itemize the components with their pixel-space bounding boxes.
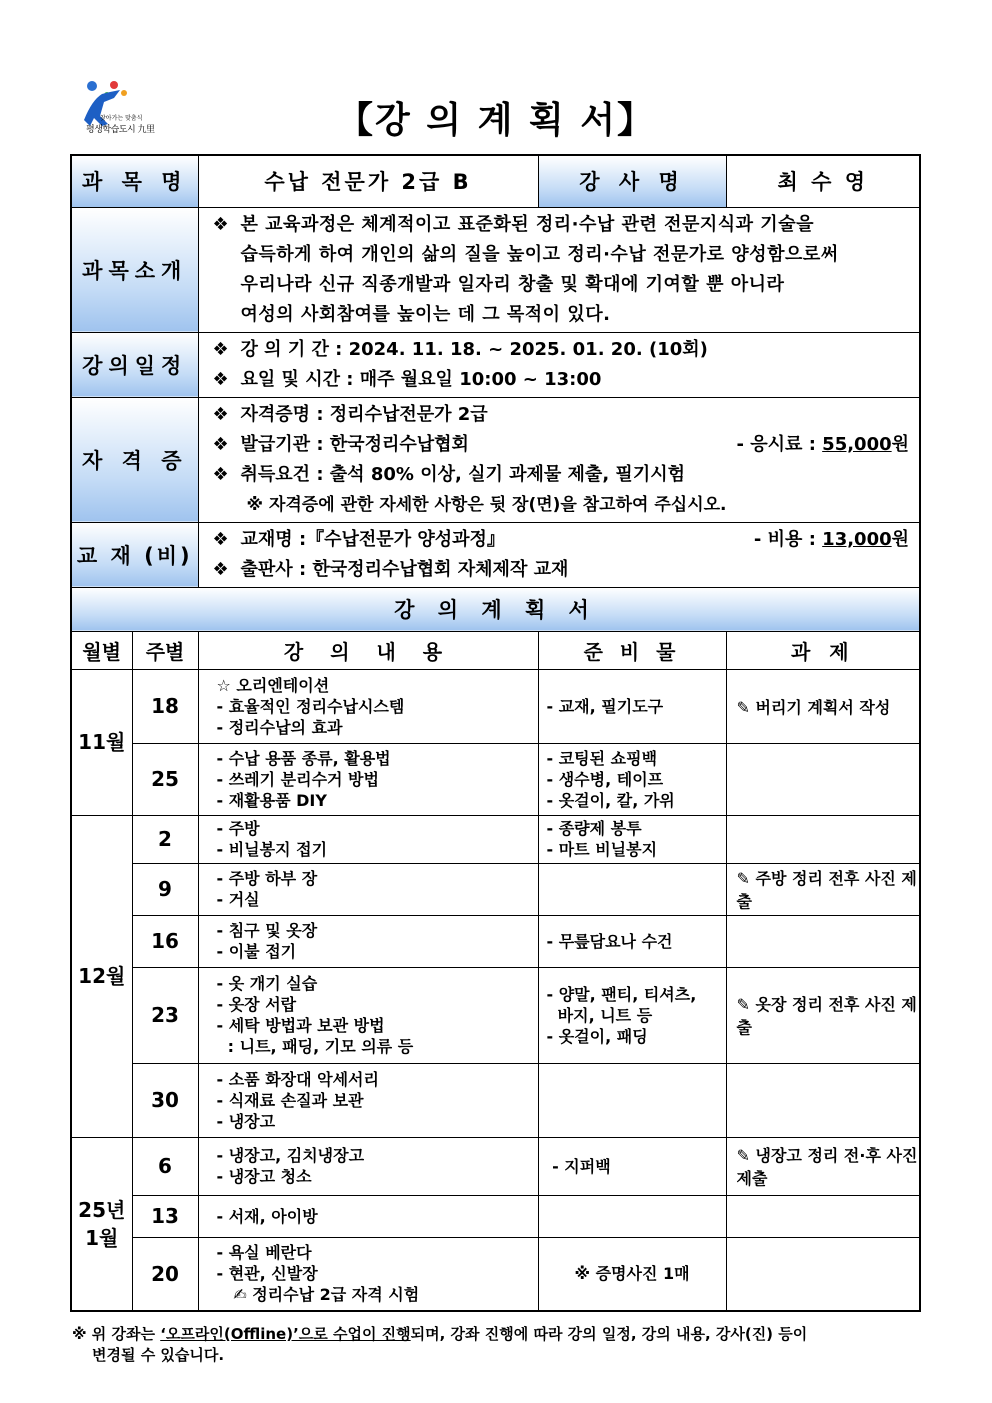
content-line: - 침구 및 옷장 (216, 921, 318, 940)
content-line: : 니트, 패딩, 기모 의류 등 (216, 1037, 414, 1056)
supplies-cell (538, 1063, 726, 1137)
bullet-icon: ❖ (212, 338, 229, 360)
task-cell: ✎ 옷장 정리 전후 사진 제출 (726, 967, 920, 1063)
content-line: - 주방 하부 장 (216, 869, 318, 888)
week-cell: 9 (132, 863, 198, 915)
week-cell: 30 (132, 1063, 198, 1137)
content-line: - 욕실 베란다 (216, 1243, 312, 1263)
content-cell (198, 1063, 538, 1137)
week-cell: 23 (132, 967, 198, 1063)
book-cost (754, 525, 909, 555)
cert-name: 자격증명 : 정리수납전문가 2급 (240, 403, 488, 425)
cert-fee-unit: 원 (891, 433, 910, 455)
schedule-text (198, 332, 920, 397)
col-task: 과 제 (726, 631, 920, 669)
supply-line: - 양말, 팬티, 티셔츠, (546, 984, 697, 1004)
bullet-icon: ❖ (212, 403, 229, 425)
content-cell (198, 669, 538, 743)
content-line: - 거실 (216, 890, 260, 909)
supply-line: ※ 증명사진 1매 (574, 1264, 690, 1284)
book-cost-unit: 원 (891, 528, 910, 550)
task-cell (726, 915, 920, 967)
supplies-cell (538, 743, 726, 815)
subject-value: 수납 전문가 2급 B (198, 155, 538, 207)
supply-line: - 종량제 봉투 (546, 819, 642, 838)
task-cell: ✎ 주방 정리 전후 사진 제출 (726, 863, 920, 915)
bullet-icon: ❖ (212, 213, 230, 235)
content-line: - 세탁 방법과 보관 방법 (216, 1016, 385, 1035)
logo-name: 평생학습도시 九里 (86, 125, 155, 135)
instructor-value: 최 수 영 (726, 155, 920, 207)
week-cell: 20 (132, 1237, 198, 1311)
supply-line: - 생수병, 테이프 (546, 769, 664, 789)
content-line: - 식재료 손질과 보관 (216, 1090, 364, 1110)
bullet-icon: ❖ (212, 368, 229, 390)
intro-line: 여성의 사회참여를 높이는 데 그 목적이 있다. (240, 303, 611, 325)
content-cell (198, 743, 538, 815)
table-row (71, 967, 920, 1063)
month-cell: 11월 (71, 669, 132, 815)
cert-requirement: 취득요건 : 출석 80% 이상, 실기 과제물 제출, 필기시험 (240, 463, 685, 485)
month-cell: 12월 (71, 815, 132, 1137)
task-cell (726, 1237, 920, 1311)
cert-label: 자 격 증 (71, 397, 198, 522)
supplies-cell (538, 863, 726, 915)
content-line: - 쓰레기 분리수거 방법 (216, 769, 379, 789)
lecture-plan-table (70, 154, 921, 1312)
content-line: - 효율적인 정리수납시스템 (216, 696, 405, 716)
intro-label: 과목소개 (71, 207, 198, 332)
book-label: 교 재 (비) (71, 522, 198, 587)
book-cost-value: 13,000 (822, 528, 892, 550)
content-line: - 이불 접기 (216, 942, 297, 961)
table-row (71, 1195, 920, 1237)
book-name: 교재명 :『수납전문가 양성과정』 (240, 528, 505, 550)
footer-suffix: 되며, 강좌 진행에 따라 강의 일정, 강의 내용, 강사(진) 등이 (410, 1325, 808, 1343)
task-cell (726, 815, 920, 863)
content-line: - 냉장고 청소 (216, 1167, 312, 1186)
supplies-cell (538, 815, 726, 863)
task-cell (726, 1195, 920, 1237)
content-line: ☆ 오리엔테이션 (216, 675, 330, 695)
content-line: - 주방 (216, 819, 260, 838)
cert-fee (737, 430, 910, 460)
plan-body (71, 669, 920, 1311)
footer-note (72, 1324, 918, 1366)
footer-line2: 변경될 수 있습니다. (92, 1346, 225, 1364)
week-cell: 18 (132, 669, 198, 743)
schedule-label: 강의일정 (71, 332, 198, 397)
col-month: 월별 (71, 631, 132, 669)
supplies-cell (538, 1137, 726, 1195)
table-row (71, 1237, 920, 1311)
content-line: - 수납 용품 종류, 활용법 (216, 748, 391, 768)
supply-line: 바지, 니트 등 (546, 1005, 653, 1025)
cert-fee-label: - 응시료 : (736, 433, 823, 455)
cert-text (198, 397, 920, 522)
book-cost-label: - 비용 : (753, 528, 823, 550)
supply-line: - 코팅된 쇼핑백 (546, 748, 658, 768)
cert-note: ※ 자격증에 관한 자세한 사항은 뒷 장(면)을 참고하여 주십시오. (246, 494, 727, 515)
col-supplies: 준 비 물 (538, 631, 726, 669)
footer-underlined: ‘오프라인(Offline)’으로 수업이 진행 (160, 1325, 411, 1343)
supply-line: - 마트 비닐봉지 (546, 840, 658, 859)
table-row (71, 1137, 920, 1195)
table-row (71, 743, 920, 815)
week-cell: 16 (132, 915, 198, 967)
supply-line: - 옷걸이, 패딩 (546, 1026, 648, 1046)
book-text (198, 522, 920, 587)
content-line: - 옷 개기 실습 (216, 974, 318, 993)
week-cell: 6 (132, 1137, 198, 1195)
plan-title: 강 의 계 획 서 (71, 587, 920, 631)
bullet-icon: ❖ (212, 463, 229, 485)
instructor-label: 강 사 명 (538, 155, 726, 207)
content-cell (198, 1195, 538, 1237)
bullet-icon: ❖ (212, 528, 229, 550)
task-cell: ✎ 버리기 계획서 작성 (726, 669, 920, 743)
intro-line: 습득하게 하여 개인의 삶의 질을 높이고 정리·수납 전문가로 양성함으로써 (240, 243, 839, 265)
bullet-icon: ❖ (212, 433, 229, 455)
supplies-cell (538, 669, 726, 743)
supply-line: - 옷걸이, 칼, 가위 (546, 790, 675, 810)
content-line: - 현관, 신발장 (216, 1264, 318, 1284)
task-cell (726, 743, 920, 815)
table-row (71, 669, 920, 743)
supply-line: - 무릎담요나 수건 (546, 931, 673, 951)
subject-label: 과 목 명 (71, 155, 198, 207)
content-line: ✍ 정리수납 2급 자격 시험 (216, 1285, 420, 1305)
content-line: - 재활용품 DIY (216, 790, 327, 810)
logo-slogan: 찾아가는 맞춤식 (100, 115, 143, 122)
task-cell: ✎ 냉장고 정리 전·후 사진 제출 (726, 1137, 920, 1195)
content-line: - 정리수납의 효과 (216, 717, 343, 737)
supplies-cell (538, 967, 726, 1063)
content-cell (198, 967, 538, 1063)
task-cell (726, 1063, 920, 1137)
week-cell: 2 (132, 815, 198, 863)
supplies-cell (538, 1195, 726, 1237)
content-cell (198, 1137, 538, 1195)
intro-line: 우리나라 신규 직종개발과 일자리 창출 및 확대에 기여할 뿐 아니라 (240, 273, 785, 295)
table-row (71, 815, 920, 863)
content-line: - 서재, 아이방 (216, 1206, 318, 1226)
col-week: 주별 (132, 631, 198, 669)
week-cell: 25 (132, 743, 198, 815)
col-content: 강 의 내 용 (198, 631, 538, 669)
content-line: - 옷장 서랍 (216, 995, 297, 1014)
content-cell (198, 915, 538, 967)
table-row (71, 863, 920, 915)
cert-issuer: 발급기관 : 한국정리수납협회 (240, 433, 469, 455)
content-line: - 냉장고, 김치냉장고 (216, 1146, 365, 1165)
intro-line: 본 교육과정은 체계적이고 표준화된 정리·수납 관련 전문지식과 기술을 (240, 213, 814, 235)
content-cell (198, 1237, 538, 1311)
week-cell: 13 (132, 1195, 198, 1237)
table-row (71, 1063, 920, 1137)
content-line: - 냉장고 (216, 1111, 276, 1131)
schedule-period: 강 의 기 간 : 2024. 11. 18. ~ 2025. 01. 20. (10회) (240, 338, 708, 360)
supplies-cell (538, 915, 726, 967)
cert-fee-value: 55,000 (822, 433, 892, 455)
table-row (71, 915, 920, 967)
bullet-icon: ❖ (212, 558, 229, 580)
book-publisher: 출판사 : 한국정리수납협회 자체제작 교재 (240, 558, 569, 580)
month-cell: 25년 1월 (71, 1137, 132, 1311)
supply-line: - 교재, 필기도구 (546, 696, 664, 716)
intro-text (198, 207, 920, 332)
footer-prefix: ※ 위 강좌는 (72, 1325, 161, 1343)
supply-line: - 지퍼백 (546, 1156, 611, 1176)
content-line: - 비닐봉지 접기 (216, 840, 328, 859)
content-cell (198, 863, 538, 915)
content-line: - 소품 화장대 악세서리 (216, 1069, 379, 1089)
content-cell (198, 815, 538, 863)
supplies-cell (538, 1237, 726, 1311)
document-title: 【강 의 계 획 서】 (336, 100, 655, 141)
schedule-time: 요일 및 시간 : 매주 월요일 10:00 ~ 13:00 (240, 368, 602, 390)
